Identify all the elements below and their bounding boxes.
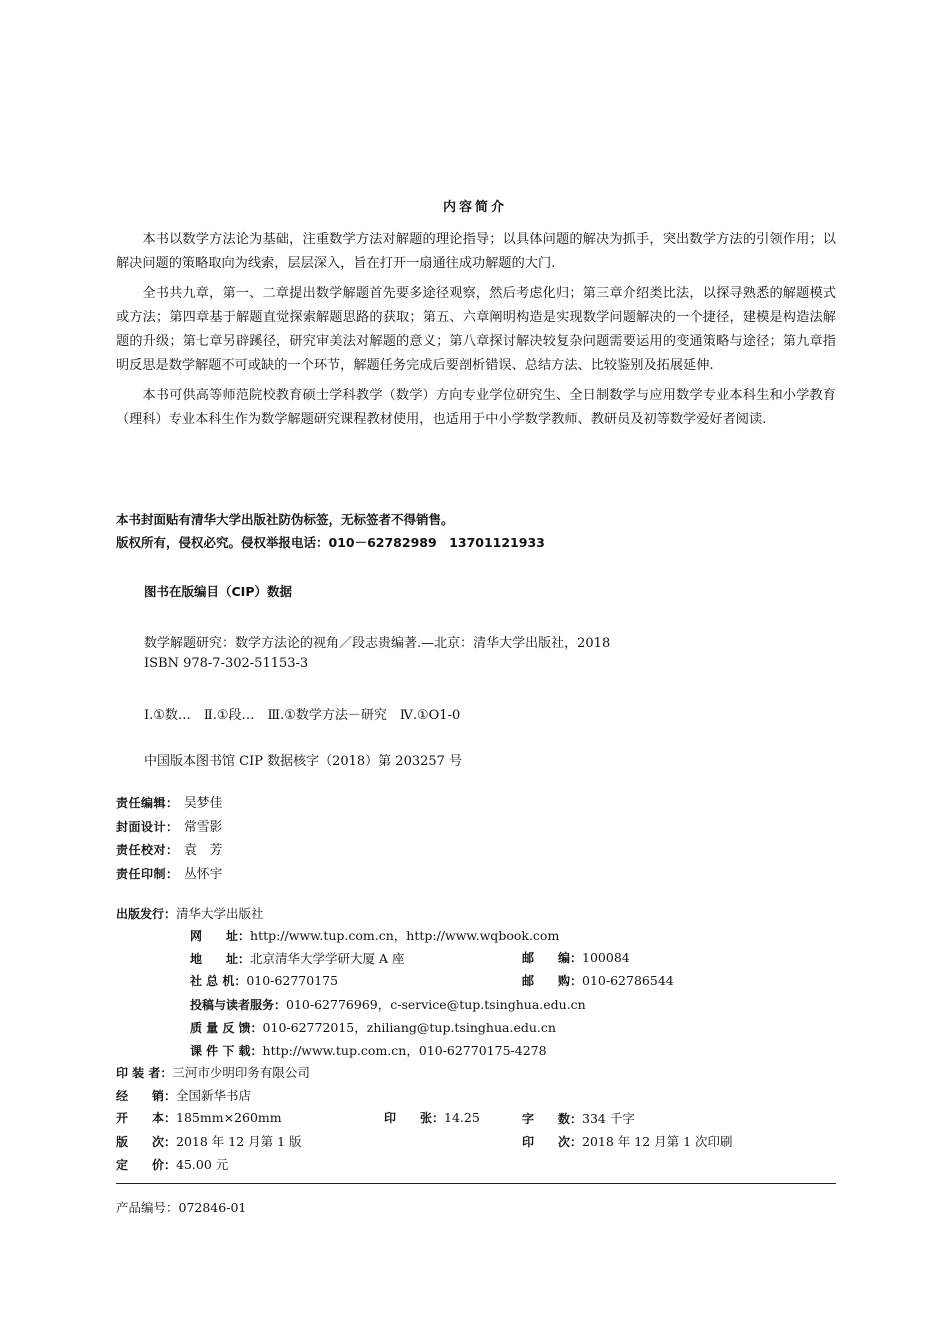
staff-value: 丛怀宇 [184, 866, 223, 882]
distributor-value: 全国新华书店 [176, 1088, 252, 1103]
address-label: 地 址： [190, 952, 251, 966]
cip-heading: 图书在版编目（CIP）数据 [144, 584, 292, 599]
printer-row [116, 1063, 310, 1081]
publisher-label: 出版发行： [116, 907, 177, 921]
format-value: 185mm×260mm [176, 1110, 282, 1125]
sheets-value: 14.25 [444, 1110, 480, 1125]
intro-paragraph: 本书可供高等师范院校教育硕士学科教学（数学）方向专业学位研究生、全日制数学与应用数学专业本科生和小学教育（理科）专业本科生作为数学解题研究课程教材使用，也适用于中小学数学教师、教研员及初等数学爱好者阅读. [116, 388, 836, 427]
staff-value: 常雪影 [184, 819, 223, 835]
impression-value: 2018 年 12 月第 1 次印刷 [582, 1134, 733, 1149]
quality-row [190, 1018, 556, 1036]
divider-rule [116, 1183, 836, 1184]
staff-value: 袁 芳 [184, 843, 223, 858]
staff-row [116, 863, 222, 887]
cip-classification: Ⅰ.①数… Ⅱ.①段… Ⅲ.①数学方法－研究 Ⅳ.①O1-0 [144, 708, 461, 723]
staff-label: 责任编辑： [116, 796, 179, 810]
submission-row [190, 995, 586, 1013]
page-title: 内容简介 [442, 200, 507, 215]
quality-value: 010-62772015，zhiliang@tup.tsinghua.edu.cn [262, 1020, 556, 1035]
mailorder-row [522, 972, 674, 989]
switchboard-label: 社 总 机： [190, 974, 247, 988]
cip-isbn: ISBN 978-7-302-51153-3 [144, 656, 309, 671]
intro-paragraph: 全书共九章，第一、二章提出数学解题首先要多途径观察，然后考虑化归；第三章介绍类比法，以探寻熟悉的解题模式或方法；第四章基于解题直觉探索解题思路的获取；第五、六章阐明构造是实现数学问题解决的一个捷径，建模是构造法解题的升级；第七章另辟蹊径，研究审美法对解题的意义；第八章探讨解决较复杂问题需要运用的变通策略与途径；第九章指明反思是数学解题不可或缺的一个环节，解题任务完成后要剖析错误、总结方法、比较鉴别及拓展延伸. [116, 286, 836, 373]
impression-row [522, 1132, 733, 1150]
distributor-label: 经 销： [116, 1089, 177, 1103]
quality-label: 质 量 反 馈： [190, 1021, 263, 1035]
website-value: http://www.tup.com.cn，http://www.wqbook.com [250, 928, 560, 943]
website-row [190, 926, 559, 944]
cip-record: 数学解题研究：数学方法论的视角／段志贵编著.—北京：清华大学出版社，2018 [144, 636, 611, 651]
introduction [116, 228, 836, 438]
staff-label: 责任印制： [116, 866, 179, 881]
staff-row [116, 816, 222, 840]
price-label: 定 价： [116, 1158, 177, 1172]
cip-approval: 中国版本图书馆 CIP 数据核字（2018）第 203257 号 [144, 754, 463, 769]
staff-value: 吴梦佳 [184, 796, 223, 811]
staff-row [116, 839, 222, 863]
edition-label: 版 次： [116, 1135, 177, 1149]
address-value: 北京清华大学学研大厦 A 座 [250, 951, 405, 966]
mailorder-label: 邮 购： [522, 974, 583, 988]
submission-value: 010-62776969，c-service@tup.tsinghua.edu.cn [286, 997, 586, 1012]
staff-row [116, 792, 222, 816]
sheets-label: 印 张： [384, 1111, 445, 1125]
courseware-label: 课 件 下 载： [190, 1044, 263, 1058]
postcode-label: 邮 编： [522, 951, 583, 965]
product-code: 产品编号：072846-01 [116, 1200, 247, 1215]
format-row [116, 1109, 282, 1126]
format-label: 开 本： [116, 1111, 177, 1125]
submission-label: 投稿与读者服务： [190, 998, 287, 1012]
edition-row [116, 1132, 302, 1150]
words-label: 字 数： [522, 1112, 583, 1126]
anti-piracy-notice [116, 508, 836, 554]
notice-label-line: 本书封面贴有清华大学出版社防伪标签，无标签者不得销售。 [116, 512, 454, 527]
address-row [190, 949, 405, 967]
postcode-value: 100084 [582, 950, 630, 965]
staff-label: 责任校对： [116, 843, 179, 857]
impression-label: 印 次： [522, 1135, 583, 1149]
printer-label: 印 装 者： [116, 1066, 173, 1080]
publisher-row [116, 904, 264, 922]
printer-value: 三河市少明印务有限公司 [172, 1065, 310, 1080]
price-value: 45.00 元 [176, 1157, 229, 1172]
sheets-row [384, 1109, 480, 1126]
edition-value: 2018 年 12 月第 1 版 [176, 1134, 302, 1149]
distributor-row [116, 1086, 251, 1104]
words-row [522, 1109, 635, 1127]
switchboard-value: 010-62770175 [246, 973, 339, 988]
postcode-row [522, 949, 630, 966]
website-label: 网 址： [190, 929, 251, 943]
courseware-row [190, 1041, 547, 1059]
intro-paragraph: 本书以数学方法论为基础，注重数学方法对解题的理论指导；以具体问题的解决为抓手，突出数学方法的引领作用；以解决问题的策略取向为线索，层层深入，旨在打开一扇通往成功解题的大门. [116, 232, 836, 271]
switchboard-row [190, 972, 338, 989]
mailorder-value: 010-62786544 [582, 973, 674, 988]
price-row [116, 1155, 228, 1173]
staff-label: 封面设计： [116, 819, 179, 834]
notice-copyright-line: 版权所有，侵权必究。侵权举报电话：010－62782989 13701121933 [116, 535, 545, 550]
staff-list [116, 792, 222, 886]
courseware-value: http://www.tup.com.cn，010-62770175-4278 [262, 1043, 547, 1058]
words-value: 334 千字 [582, 1111, 635, 1126]
publisher-value: 清华大学出版社 [176, 906, 264, 921]
